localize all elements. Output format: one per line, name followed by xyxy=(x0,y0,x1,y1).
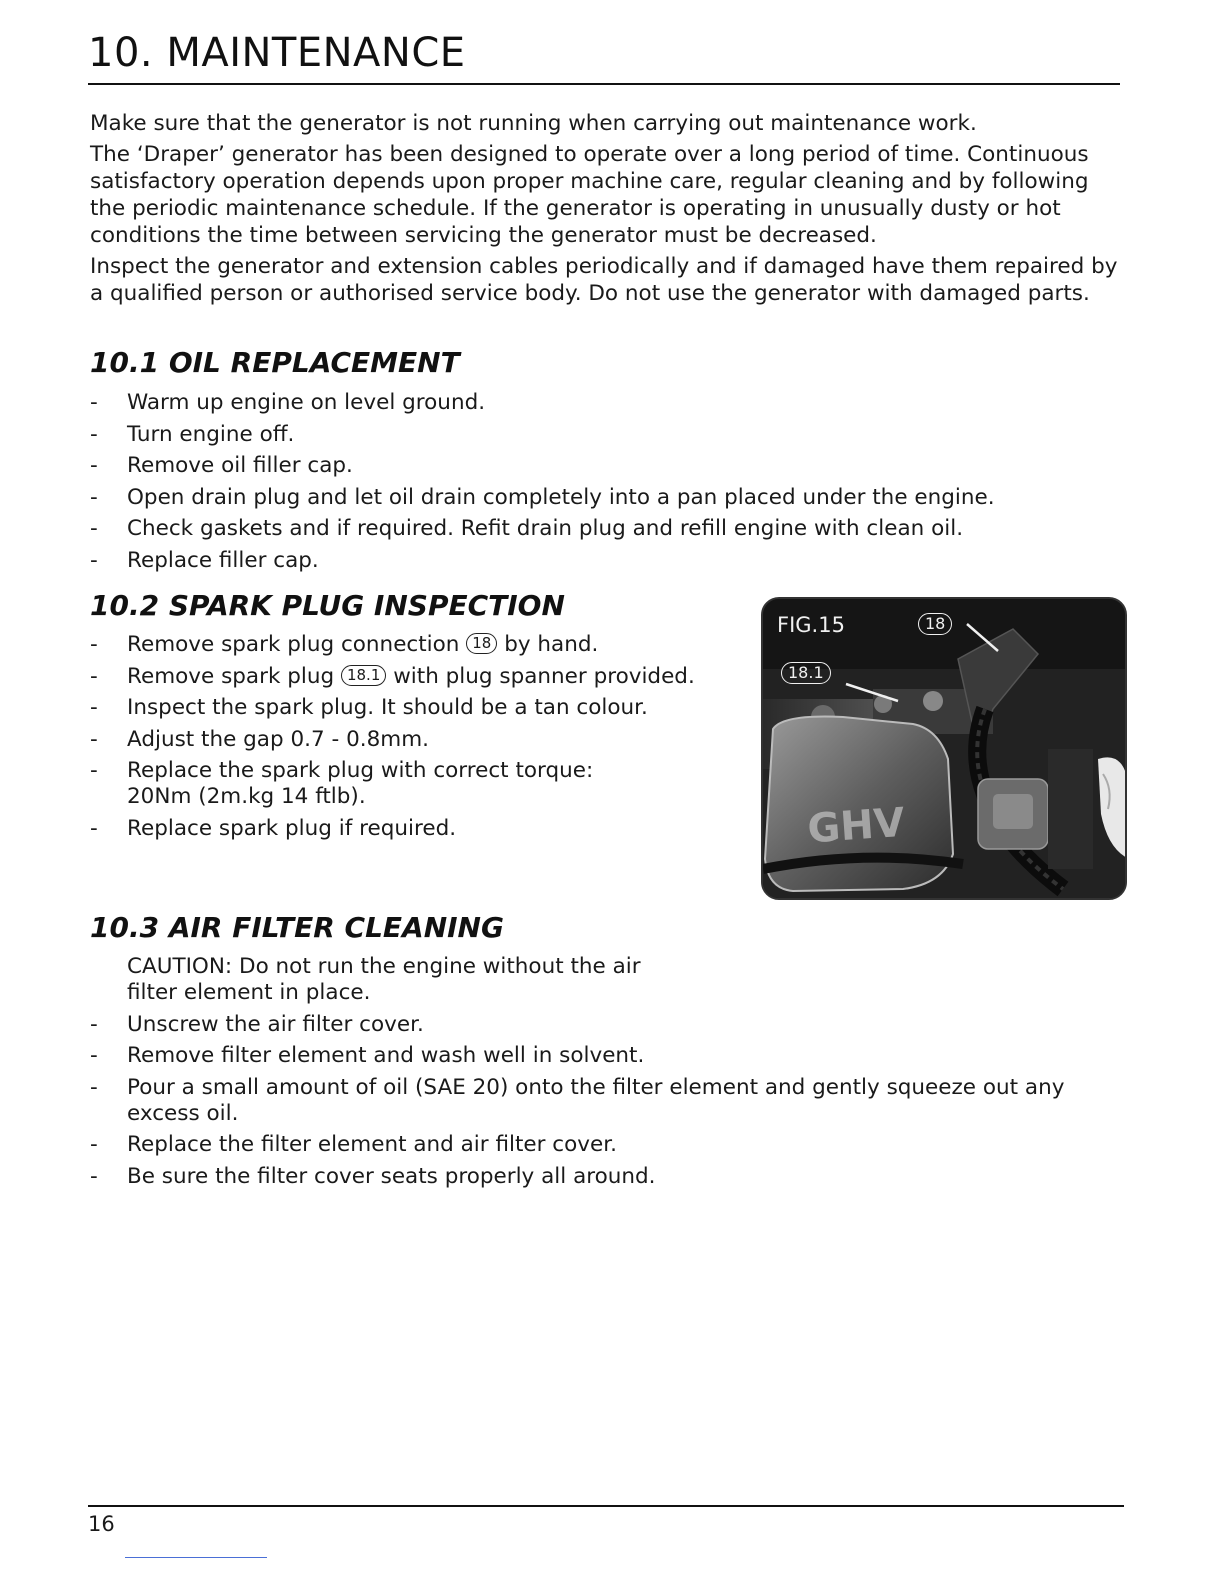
list-item: - Replace filler cap. xyxy=(90,548,1125,574)
step-text: by hand. xyxy=(497,632,599,657)
callout-ref-18-1: 18.1 xyxy=(341,665,386,686)
spark-plug-steps xyxy=(90,632,750,847)
intro-paragraph: The ‘Draper’ generator has been designed to operate over a long period of time. Continuous satisfactory operation depends upon proper machine care, regular cleaning and by following the periodic maintenance schedule. If the generator is operating in unusually dusty or hot conditions the time between servicing the generator must be decreased. xyxy=(90,142,1089,248)
oil-replacement-steps xyxy=(90,390,1125,579)
list-item: - Replace the filter element and air filter cover. xyxy=(90,1132,1125,1158)
list-item xyxy=(90,758,750,810)
figure-callout-18-1: 18.1 xyxy=(781,662,831,684)
step-text: Replace the spark plug with correct torque: xyxy=(127,758,594,783)
list-item: - Remove oil filler cap. xyxy=(90,453,1125,479)
list-item: - Pour a small amount of oil (SAE 20) onto the filter element and gently squeeze out any excess oil. xyxy=(90,1075,1125,1127)
figure-callout-18: 18 xyxy=(918,613,952,635)
section-heading-oil-replacement: 10.1 OIL REPLACEMENT xyxy=(90,346,460,379)
intro-paragraph: Inspect the generator and extension cables periodically and if damaged have them repaired by a qualified person or authorised service body. Do not use the generator with damaged parts. xyxy=(90,254,1118,306)
step-text: Remove spark plug connection xyxy=(127,632,467,657)
figure-label: FIG.15 xyxy=(777,613,845,637)
figure-spark-plug-photo xyxy=(761,597,1127,900)
list-item xyxy=(90,632,750,658)
caution-line: filter element in place. xyxy=(127,980,371,1005)
callout-ref-18: 18 xyxy=(466,633,497,654)
air-filter-steps xyxy=(90,954,1125,1195)
footer-divider xyxy=(88,1505,1124,1507)
list-item: - Be sure the filter cover seats properly all around. xyxy=(90,1164,1125,1190)
step-text: with plug spanner provided. xyxy=(386,663,695,689)
list-item: - Open drain plug and let oil drain completely into a pan placed under the engine. xyxy=(90,485,1125,511)
intro-paragraph: Make sure that the generator is not running when carrying out maintenance work. xyxy=(90,111,977,136)
section-heading-spark-plug: 10.2 SPARK PLUG INSPECTION xyxy=(90,589,565,622)
list-item: - Warm up engine on level ground. xyxy=(90,390,1125,416)
list-item: - Replace spark plug if required. xyxy=(90,816,750,842)
engine-cover-lettering: GHV xyxy=(805,799,907,853)
list-item: - Remove filter element and wash well in solvent. xyxy=(90,1043,1125,1069)
engine-photo-illustration xyxy=(763,599,1127,900)
caution-text xyxy=(90,954,1125,1006)
list-item: - Turn engine off. xyxy=(90,422,1125,448)
page-number: 16 xyxy=(88,1512,115,1536)
list-item xyxy=(90,664,750,690)
section-heading-air-filter: 10.3 AIR FILTER CLEANING xyxy=(90,911,504,944)
step-text: Remove spark plug xyxy=(127,663,341,689)
footer-link-underline xyxy=(125,1557,267,1558)
list-item: - Unscrew the air filter cover. xyxy=(90,1012,1125,1038)
list-item: - Adjust the gap 0.7 - 0.8mm. xyxy=(90,727,750,753)
caution-line: CAUTION: Do not run the engine without the air xyxy=(127,954,641,979)
step-text: 20Nm (2m.kg 14 ftlb). xyxy=(127,784,366,809)
title-divider xyxy=(88,83,1120,85)
list-item: - Check gaskets and if required. Refit drain plug and refill engine with clean oil. xyxy=(90,516,1125,542)
intro-text xyxy=(90,110,1125,311)
page-title: 10. MAINTENANCE xyxy=(88,30,466,76)
list-item: - Inspect the spark plug. It should be a tan colour. xyxy=(90,695,750,721)
